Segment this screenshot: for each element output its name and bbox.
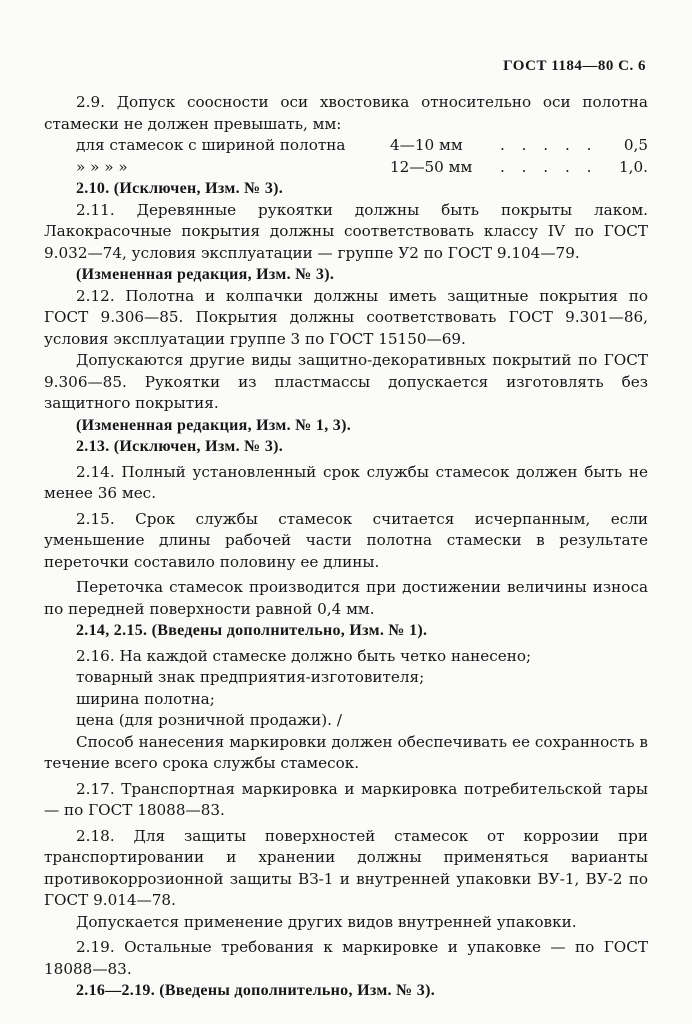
clause-2-16-paragraph: Способ нанесения маркировки должен обеспечивать ее сохранность в течение всего срока службы стамесок.: [44, 732, 648, 772]
tolerance-value: 0,5: [623, 136, 648, 154]
clause-2-12: 2.12. Полотна и колпачки должны иметь защитные покрытия по ГОСТ 9.306—85. Покрытия должны соответствовать ГОСТ 9.301—86, условия эксплуатации группе 3 по ГОСТ 15150—69.: [44, 286, 648, 348]
clause-2-10: 2.10. (Исключен, Изм. № 3).: [76, 180, 284, 197]
revision-note: (Измененная редакция, Изм. № 1, 3).: [76, 416, 352, 434]
tolerance-value: 1,0.: [619, 157, 648, 176]
list-item: товарный знак предприятия-изготовителя;: [76, 668, 425, 686]
clause-2-13: 2.13. (Исключен, Изм. № 3).: [76, 438, 284, 455]
leader-dots: . . . . .: [500, 136, 598, 154]
leader-dots: . . . . .: [500, 157, 598, 176]
tolerance-row: [44, 135, 648, 157]
list-item: ширина полотна;: [76, 689, 215, 708]
clause-2-18-paragraph: Допускается применение других видов внутренней упаковки.: [76, 912, 577, 931]
clause-2-17: 2.17. Транспортная маркировка и маркировка потребительской тары — по ГОСТ 18088—83.: [44, 779, 648, 819]
tolerance-label: для стамесок с шириной полотна: [76, 136, 346, 154]
document-body: [44, 92, 648, 1002]
clause-2-18: 2.18. Для защиты поверхностей стамесок от коррозии при транспортировании и хранении должны применяться варианты противокоррозионной защиты ВЗ-1 и внутренней упаковки ВУ-1, ВУ-2 по ГОСТ 9.014—78.: [44, 826, 648, 909]
clause-2-11: 2.11. Деревянные рукоятки должны быть покрыты лаком. Лакокрасочные покрытия должны соответствовать классу IV по ГОСТ 9.032—74, условия эксплуатации — группе У2 по ГОСТ 9.104—79.: [44, 200, 648, 262]
tolerance-label: » » » »: [76, 157, 128, 176]
clause-2-19: 2.19. Остальные требования к маркировке и упаковке — по ГОСТ 18088—83.: [44, 938, 648, 978]
revision-note: 2.14, 2.15. (Введены дополнительно, Изм. № 1).: [76, 622, 428, 639]
tolerance-range: 4—10 мм: [390, 136, 463, 154]
clause-2-14: 2.14. Полный установленный срок службы стамесок должен быть не менее 36 мес.: [44, 462, 648, 502]
revision-note: 2.16—2.19. (Введены дополнительно, Изм. № 3).: [76, 982, 436, 999]
list-item: цена (для розничной продажи). /: [76, 711, 342, 729]
clause-2-15-paragraph: Переточка стамесок производится при достижении величины износа по передней поверхности равной 0,4 мм.: [44, 578, 648, 618]
page-header: ГОСТ 1184—80 С. 6: [503, 58, 646, 74]
clause-2-12-paragraph: Допускаются другие виды защитно-декоративных покрытий по ГОСТ 9.306—85. Рукоятки из пластмассы допускается изготовлять без защитного покрытия.: [44, 351, 648, 412]
revision-note: (Измененная редакция, Изм. № 3).: [76, 266, 335, 283]
clause-2-9: 2.9. Допуск соосности оси хвостовика относительно оси полотна стамески не должен превышать, мм:: [44, 93, 648, 133]
clause-2-15: 2.15. Срок службы стамесок считается исчерпанным, если уменьшение длины рабочей части полотна стамески в результате переточки составило половину ее длины.: [44, 509, 648, 571]
tolerance-row: [44, 157, 648, 179]
clause-2-16: 2.16. На каждой стамеске должно быть четко нанесено;: [76, 646, 532, 665]
tolerance-range: 12—50 мм: [390, 157, 473, 176]
